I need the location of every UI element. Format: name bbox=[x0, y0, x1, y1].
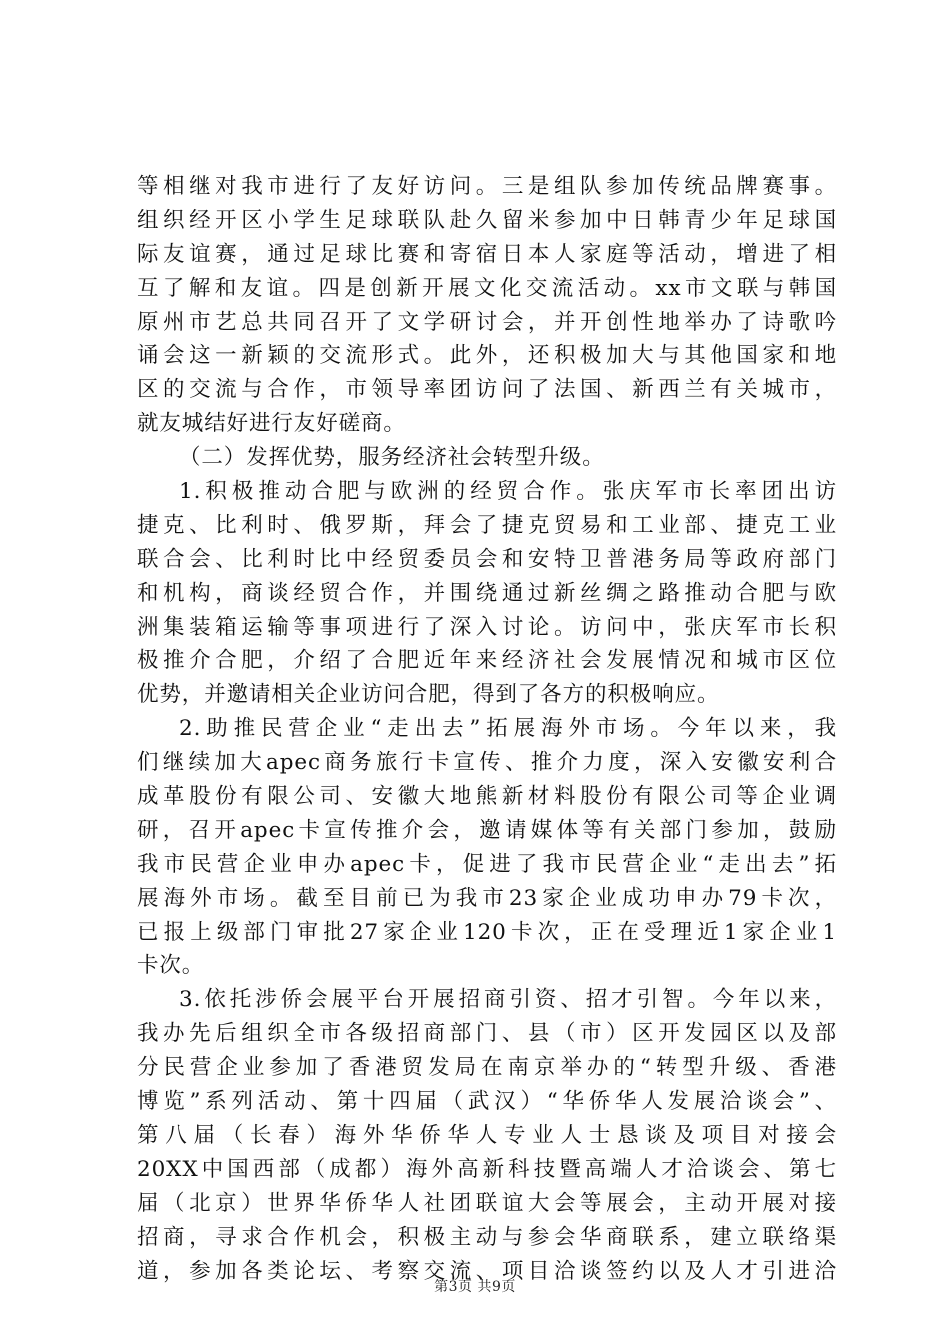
text-line: 已报上级部门审批27家企业120卡次，正在受理近1家企业1 bbox=[137, 919, 837, 945]
text-line: 联合会、比利时比中经贸委员会和安特卫普港务局等政府部门 bbox=[137, 546, 837, 572]
text-line: 20XX中国西部（成都）海外高新科技暨高端人才洽谈会、第七 bbox=[137, 1156, 837, 1182]
text-line: 优势，并邀请相关企业访问合肥，得到了各方的积极响应。 bbox=[137, 682, 720, 708]
text-line: 卡次。 bbox=[137, 953, 205, 979]
text-line: 届（北京）世界华侨华人社团联谊大会等展会，主动开展对接 bbox=[137, 1190, 837, 1216]
text-line: 捷克、比利时、俄罗斯，拜会了捷克贸易和工业部、捷克工业 bbox=[137, 512, 837, 538]
document-body bbox=[137, 170, 837, 1288]
text-line: 招商，寻求合作机会，积极主动与参会华商联系，建立联络渠 bbox=[137, 1224, 837, 1250]
text-line: 我市民营企业申办apec卡，促进了我市民营企业“走出去”拓 bbox=[137, 851, 837, 877]
text-line: 研，召开apec卡宣传推介会，邀请媒体等有关部门参加，鼓励 bbox=[137, 817, 837, 843]
text-line: 分民营企业参加了香港贸发局在南京举办的“转型升级、香港 bbox=[137, 1055, 837, 1081]
text-line: 极推介合肥，介绍了合肥近年来经济社会发展情况和城市区位 bbox=[137, 648, 837, 674]
text-line: 区的交流与合作，市领导率团访问了法国、新西兰有关城市， bbox=[137, 377, 837, 403]
text-line: 3.依托涉侨会展平台开展招商引资、招才引智。今年以来， bbox=[179, 987, 837, 1013]
text-line: 诵会这一新颖的交流形式。此外，还积极加大与其他国家和地 bbox=[137, 343, 837, 369]
text-line: 展海外市场。截至目前已为我市23家企业成功申办79卡次， bbox=[137, 885, 837, 911]
text-line: 洲集装箱运输等事项进行了深入讨论。访问中，张庆军市长积 bbox=[137, 614, 837, 640]
text-line: 原州市艺总共同召开了文学研讨会，并开创性地举办了诗歌吟 bbox=[137, 309, 837, 335]
text-line: 2.助推民营企业“走出去”拓展海外市场。今年以来，我 bbox=[179, 716, 837, 742]
text-line: 就友城结好进行友好磋商。 bbox=[137, 411, 406, 437]
text-line: 我办先后组织全市各级招商部门、县（市）区开发园区以及部 bbox=[137, 1021, 837, 1047]
text-line: 互了解和友谊。四是创新开展文化交流活动。xx市文联与韩国 bbox=[137, 275, 837, 301]
text-line: 道，参加各类论坛、考察交流、项目洽谈签约以及人才引进洽 bbox=[137, 1258, 837, 1284]
text-line: 和机构，商谈经贸合作，并围绕通过新丝绸之路推动合肥与欧 bbox=[137, 580, 837, 606]
text-line: 际友谊赛，通过足球比赛和寄宿日本人家庭等活动，增进了相 bbox=[137, 241, 837, 267]
text-line: 第八届（长春）海外华侨华人专业人士恳谈及项目对接会 bbox=[137, 1122, 837, 1148]
text-line: 组织经开区小学生足球联队赴久留米参加中日韩青少年足球国 bbox=[137, 207, 837, 233]
page-footer: 第3页 共9页 bbox=[434, 1279, 516, 1295]
text-line: 等相继对我市进行了友好访问。三是组队参加传统品牌赛事。 bbox=[137, 174, 837, 199]
text-line: 成革股份有限公司、安徽大地熊新材料股份有限公司等企业调 bbox=[137, 784, 837, 810]
text-line: 博览”系列活动、第十四届（武汉）“华侨华人发展洽谈会”、 bbox=[137, 1089, 837, 1115]
text-line: 1.积极推动合肥与欧洲的经贸合作。张庆军市长率团出访 bbox=[179, 479, 837, 505]
text-line: （二）发挥优势，服务经济社会转型升级。 bbox=[179, 445, 605, 471]
text-line: 们继续加大apec商务旅行卡宣传、推介力度，深入安徽安利合 bbox=[137, 750, 837, 776]
